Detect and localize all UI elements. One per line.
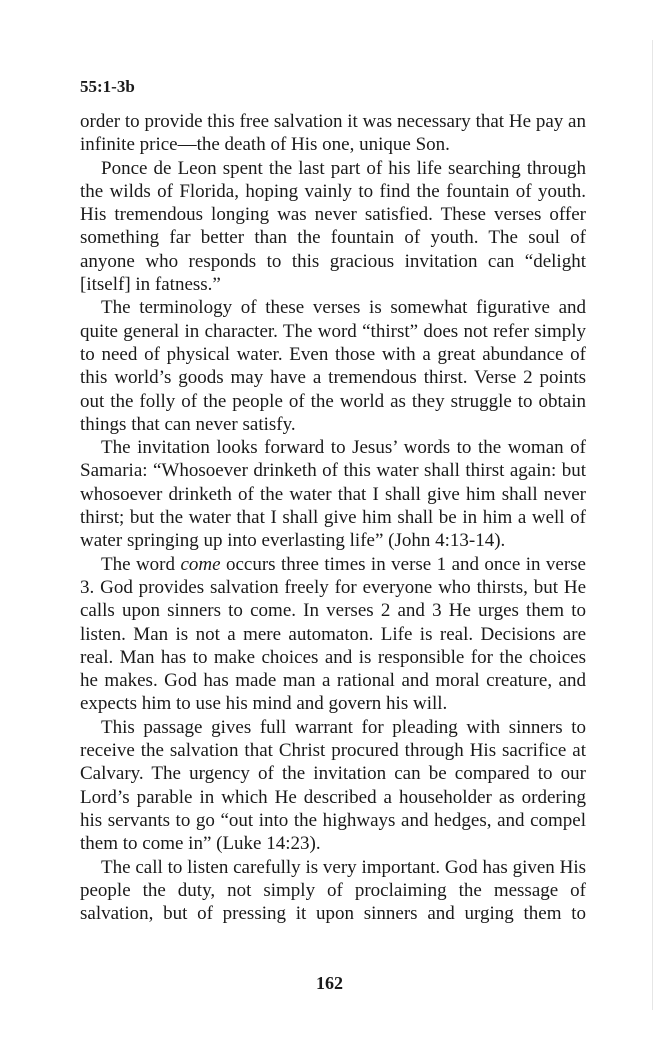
paragraph-ponce-de-leon: Ponce de Leon spent the last part of his life searching through the wilds of Florida, hoping vainly to find the fountain of youth. His tremendous longing was never satisfied. These verses offer something far better than the fountain of youth. The soul of anyone who responds to this gracious invitation can “delight [itself] in fatness.” xyxy=(80,157,586,296)
paragraph-terminology: The terminology of these verses is somewhat figurative and quite general in character. The word “thirst” does not refer simply to need of physical water. Even those with a great abundance of this world’s goods may have a tremendous thirst. Verse 2 points out the folly of the people of the world as they struggle to obtain things that can never satisfy. xyxy=(80,297,586,435)
paragraph-word-come-lead: The word xyxy=(101,553,181,575)
emphasized-word: come xyxy=(180,553,221,575)
body-text xyxy=(80,110,586,925)
paragraph-word-come-rest: occurs three times in verse 1 and once in verse 3. God provides salvation freely for everyone who thirsts, but He calls upon sinners to come. In verses 2 and 3 He urges them to listen. Man is not a mere automaton. Life is real. Decisions are real. Man has to make choices and is responsible for the choices he makes. God has made man a rational and moral creature, and expects him to use his mind and govern his will. xyxy=(80,553,586,715)
paragraph-continued: order to provide this free salvation it was necessary that He pay an infinite price—the death of His one, unique Son. xyxy=(80,111,586,156)
page-number: 162 xyxy=(316,973,343,993)
paragraph-word-come xyxy=(80,553,586,716)
paragraph-invitation-samaria: The invitation looks forward to Jesus’ words to the woman of Samaria: “Whosoever drinketh of this water shall thirst again: but whosoever drinketh of the water that I shall give him shall never thirst; but the water that I shall give him shall be in him a well of water springing up into everlasting life” (John 4:13-14). xyxy=(80,437,586,552)
page-edge-line xyxy=(652,40,653,1010)
paragraph-call-to-listen: The call to listen carefully is very important. God has given His people the duty, not simply of proclaiming the message of salvation, but of pressing it upon sinners and urging them to xyxy=(80,856,586,925)
paragraph-pleading-with-sinners: This passage gives full warrant for pleading with sinners to receive the salvation that Christ procured through His sacrifice at Calvary. The urgency of the invitation can be compared to our Lord’s parable in which He described a householder as ordering his servants to go “out into the highways and hedges, and compel them to come in” (Luke 14:23). xyxy=(80,716,586,855)
running-head-verse-reference: 55:1-3b xyxy=(80,77,135,96)
